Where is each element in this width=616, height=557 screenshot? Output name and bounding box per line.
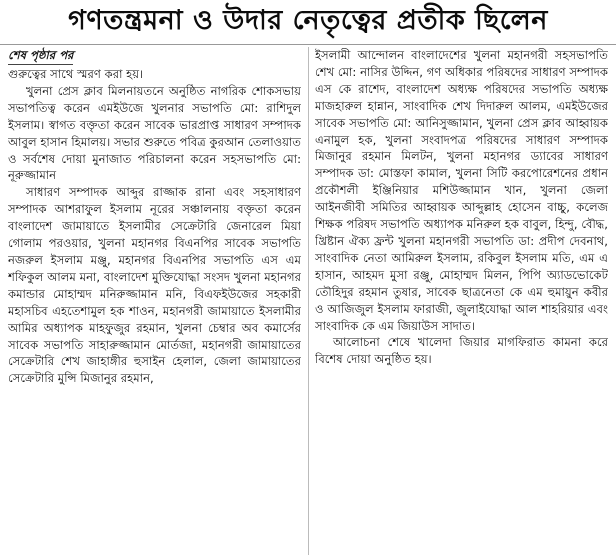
article-body xyxy=(8,47,608,555)
jump-label: শেষ পৃষ্ঠার পর xyxy=(8,47,73,65)
paragraph: খুলনা প্রেস ক্লাব মিলনায়তনে অনুষ্ঠিত নাগরিক শোকসভায় সভাপতিত্ব করেন এমইউজে খুলনার সভাপতি মো: রাশিদুল ইসলাম। স্বাগত বক্তৃতা করেন সাবেক ভারপ্রাপ্ত সাধারণ সম্পাদক আবুল হাসান হিমালয়। সভার শুরুতে পবিত্র কুরআন তেলাওয়াত ও সর্বশেষ দোয়া মুনাজাত পরিচালনা করেন সহসভাপতি মো: নূরুজ্জামান xyxy=(8,83,301,183)
paragraph: আলোচনা শেষে খালেদা জিয়ার মাগফিরাত কামনা করে বিশেষ দোয়া অনুষ্ঠিত হয়। xyxy=(315,335,608,367)
paragraph: ইসলামী আন্দোলন বাংলাদেশের খুলনা মহানগরী সহসভাপতি শেখ মো: নাসির উদ্দিন, গণ অধিকার পরিষদের সাধারণ সম্পাদক এস কে রাশেদ, বাংলাদেশ অধ্যক্ষ পরিষদের সভাপতি অধ্যক্ষ মাজহারুল হান্নান, সাংবাদিক শেখ দিদারুল আলম, এমইউজের সাবেক সভাপতি মো: আনিসুজ্জামান, খুলনা প্রেস ক্লাব আহ্বায়ক এনামুল হক, খুলনা সংবাদপত্র পরিষদের সাধারণ সম্পাদক মিজানুর রহমান মিলটন, খুলনা মহানগর ড্যাবের সাধারণ সম্পাদক ডা: মোস্তফা কামাল, খুলনা সিটি করপোরেশনের প্রধান প্রকৌশলী ইঞ্জিনিয়ার মশিউজ্জামান খান, খুলনা জেলা আইনজীবী সমিতির আহ্বায়ক আব্দুল্লাহ হোসেন বাচ্চু, কলেজ শিক্ষক পরিষদ সভাপতি অধ্যাপক মনিরুল হক বাবুল, হিন্দু, বৌদ্ধ, খ্রিষ্টান ঐক্য ফ্রন্ট খুলনা মহানগরী সভাপতি ডা: প্রদীপ দেবনাথ, সাংবাদিক নেতা আমিরুল ইসলাম, রকিবুল ইসলাম মতি, এম এ হাসান, আহমদ মুসা রঞ্জু, মোহাম্মদ মিলন, পিপি অ্যাডভোকেট তৌহিদুর রহমান তুষার, সাবেক ছাত্রনেতা কে এম হুমায়ুন কবীর ও আজিজুল ইসলাম ফারাজী, জুলাইযোদ্ধা আল শাহরিয়ার এবং সাংবাদিক কে এম জিয়াউস সাদাত। xyxy=(315,48,608,333)
right-column xyxy=(315,47,608,555)
paragraph: সাধারণ সম্পাদক আব্দুর রাজ্জাক রানা এবং সহসাধারণ সম্পাদক আশরাফুল ইসলাম নূরের সঞ্চালনায় বক্তৃতা করেন বাংলাদেশ জামায়াতে ইসলামীর সেক্রেটারি জেনারেল মিয়া গোলাম পরওয়ার, খুলনা মহানগর বিএনপির সাবেক সভাপতি নজরুল ইসলাম মঞ্জু, মহানগর বিএনপির সভাপতি এস এম শফিকুল আলম মনা, বাংলাদেশ মুক্তিযোদ্ধা সংসদ খুলনা মহানগর কমান্ডার মোহাম্মদ মনিরুজ্জামান মনি, বিএফইউজের সহকারী মহাসচিব এহতেশামুল হক শাওন, মহানগরী জামায়াতে ইসলামীর আমির অধ্যাপক মাহফুজুর রহমান, খুলনা চেম্বার অব কমার্সের সাবেক সভাপতি সাহারুজ্জামান মোর্তজা, মহানগরী জামায়াতের সেক্রেটারি শেখ জাহাঙ্গীর হুসাইন হেলাল, জেলা জামায়াতের সেক্রেটারি মুন্সি মিজানুর রহমান, xyxy=(8,185,301,386)
column-divider xyxy=(308,47,309,555)
left-column xyxy=(8,47,301,555)
headline: গণতন্ত্রমনা ও উদার নেতৃত্বের প্রতীক ছিলেন xyxy=(0,0,616,45)
paragraph: গুরুত্বের সাথে স্মরণ করা হয়। xyxy=(8,67,144,81)
